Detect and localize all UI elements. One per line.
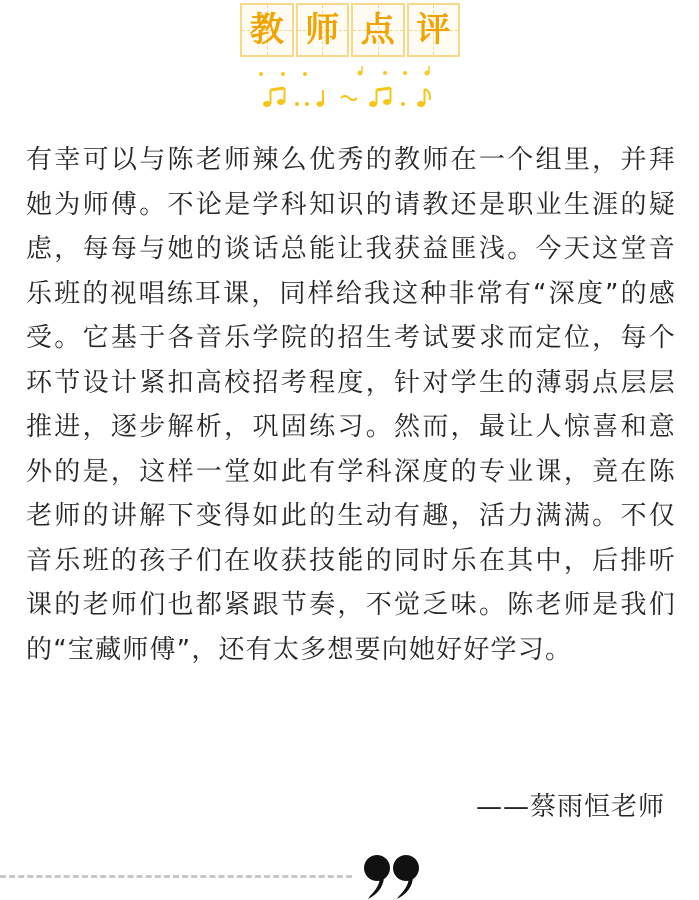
signature: ——蔡雨恒老师 bbox=[475, 792, 665, 822]
title-char: 师 bbox=[305, 10, 340, 50]
dashed-divider-line bbox=[0, 875, 352, 878]
header bbox=[0, 0, 699, 120]
title-char: 教 bbox=[249, 10, 284, 50]
title-char: 点 bbox=[360, 10, 395, 50]
title-banner bbox=[240, 2, 462, 58]
title-char: 评 bbox=[416, 10, 451, 50]
review-paragraph: 有幸可以与陈老师辣么优秀的教师在一个组里，并拜她为师傅。不论是学科知识的请教还是职业生涯的疑虑，每每与她的谈话总能让我获益匪浅。今天这堂音乐班的视唱练耳课，同样给我这种非常有“深度”的感受。它基于各音乐学院的招生考试要求而定位，每个环节设计紧扣高校招考程度，针对学生的薄弱点层层推进，逐步解析，巩固练习。然而，最让人惊喜和意外的是，这样一堂如此有学科深度的专业课，竟在陈老师的讲解下变得如此的生动有趣，活力满满。不仅音乐班的孩子们在收获技能的同时乐在其中，后排听课的老师们也都紧跟节奏，不觉乏味。陈老师是我们的“宝藏师傅”，还有太多想要向她好好学习。 bbox=[26, 145, 676, 665]
title-tile bbox=[351, 3, 405, 57]
music-notes-icon bbox=[255, 62, 455, 112]
review-text-block bbox=[26, 138, 676, 672]
footer-divider bbox=[0, 850, 699, 900]
title-tile bbox=[407, 3, 461, 57]
quote-mark-icon bbox=[362, 852, 424, 900]
title-tile bbox=[296, 3, 350, 57]
title-tile bbox=[240, 3, 294, 57]
